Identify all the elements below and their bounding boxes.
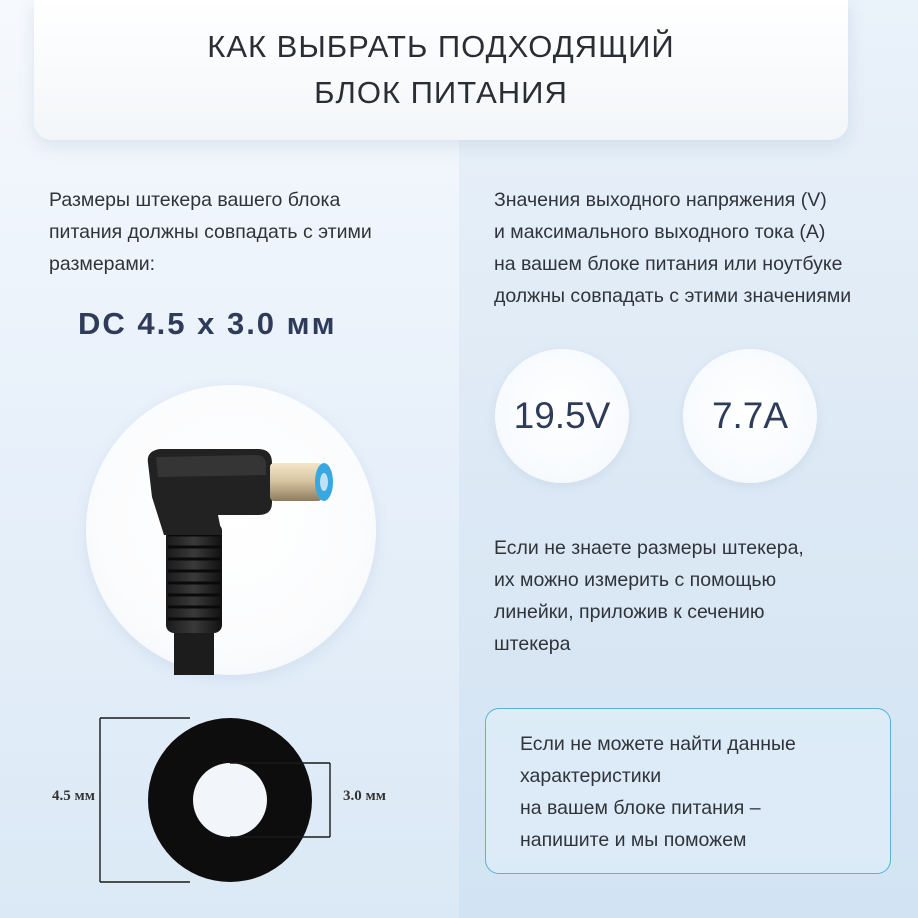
contact-line: напишите и мы поможем (520, 829, 747, 851)
voltage-badge: 19.5V (495, 349, 629, 483)
measure-hint-line: их можно измерить с помощью (494, 569, 777, 591)
measure-hint-line: линейки, приложив к сечению (494, 601, 765, 623)
measure-hint-line: штекера (494, 633, 571, 655)
plug-connector-image (86, 385, 376, 675)
values-intro-line: Значения выходного напряжения (V) (494, 189, 827, 211)
measure-hint-line: Если не знаете размеры штекера, (494, 537, 804, 559)
plug-size-label: DC 4.5 x 3.0 мм (78, 306, 337, 341)
plug-cross-section-diagram (40, 705, 430, 905)
values-intro-line: и максимального выходного тока (A) (494, 221, 826, 243)
values-intro-line: должны совпадать с этими значениями (494, 285, 852, 307)
values-intro-text (494, 184, 851, 312)
contact-line: на вашем блоке питания – (520, 797, 761, 819)
title-card (34, 0, 848, 140)
plug-intro-line: размерами: (49, 253, 156, 275)
contact-callout-text (520, 728, 796, 856)
outer-diameter-label: 4.5 мм (52, 788, 95, 804)
contact-line: Если не можете найти данные (520, 733, 796, 755)
current-badge: 7.7A (683, 349, 817, 483)
values-intro-line: на вашем блоке питания или ноутбуке (494, 253, 843, 275)
plug-intro-text (49, 184, 372, 280)
contact-line: характеристики (520, 765, 662, 787)
plug-intro-line: питания должны совпадать с этими (49, 221, 372, 243)
inner-diameter-label: 3.0 мм (343, 788, 386, 804)
measure-hint-text (494, 532, 804, 660)
title-line-1: КАК ВЫБРАТЬ ПОДХОДЯЩИЙ (207, 29, 675, 64)
plug-intro-line: Размеры штекера вашего блока (49, 189, 341, 211)
title-line-2: БЛОК ПИТАНИЯ (314, 75, 568, 110)
